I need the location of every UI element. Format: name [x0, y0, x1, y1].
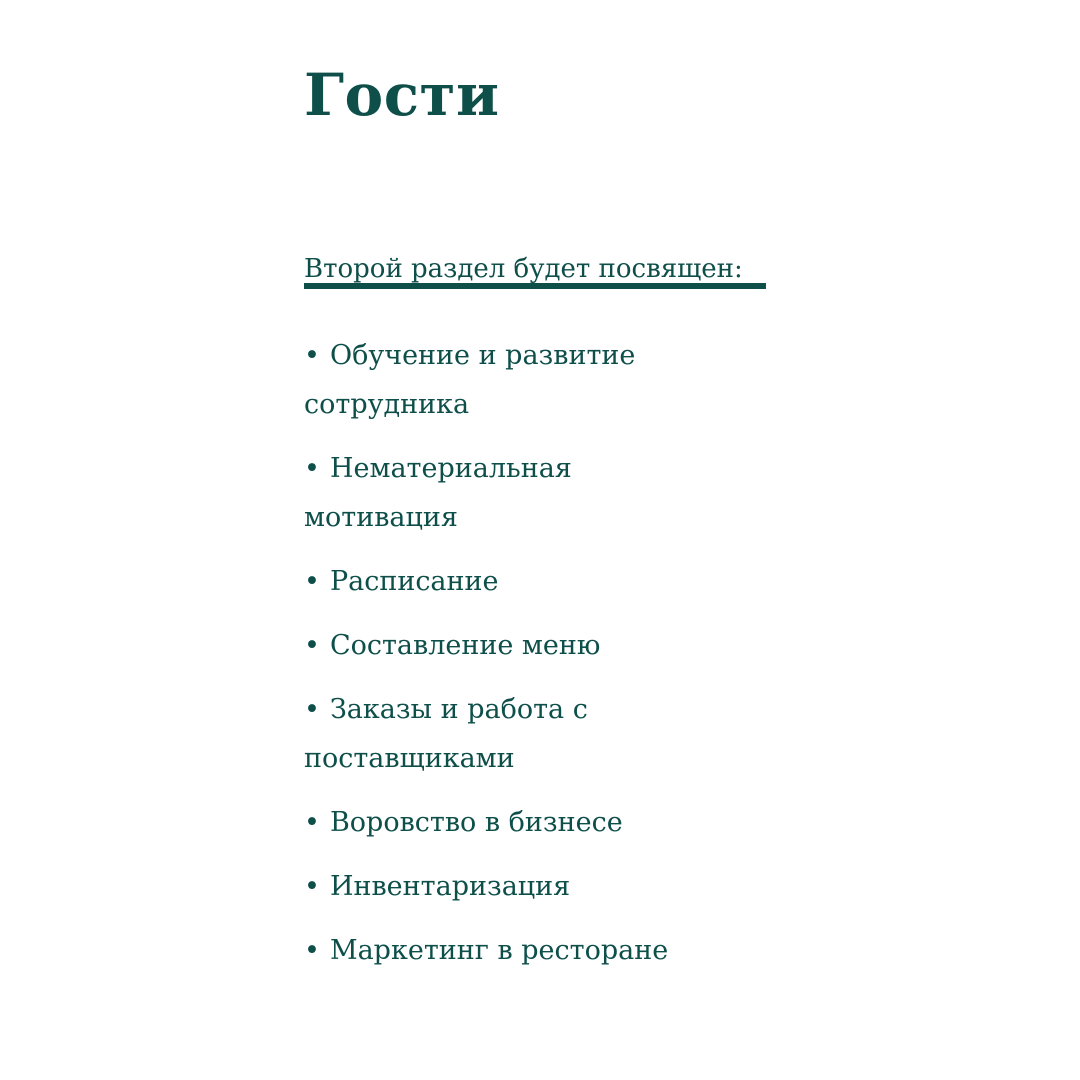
list-item: [304, 557, 724, 606]
bullet-icon: •: [304, 694, 320, 725]
list-item-label: Маркетинг в ресторане: [329, 935, 669, 966]
list-item: [304, 685, 724, 783]
list-item-label: Расписание: [329, 566, 499, 597]
topic-list: [304, 331, 724, 975]
bullet-icon: •: [304, 935, 320, 966]
bullet-icon: •: [304, 807, 320, 838]
list-item: [304, 862, 724, 911]
bullet-icon: •: [304, 453, 320, 484]
bullet-icon: •: [304, 340, 320, 371]
list-item: [304, 621, 724, 670]
list-item: [304, 444, 724, 542]
list-item: [304, 798, 724, 847]
list-item-label: Нематериальная мотивация: [304, 453, 572, 533]
bullet-icon: •: [304, 871, 320, 902]
section-intro: Второй раздел будет посвящен:: [304, 254, 743, 284]
list-item: [304, 926, 724, 975]
list-item-label: Составление меню: [329, 630, 601, 661]
bullet-icon: •: [304, 630, 320, 661]
content: [304, 60, 824, 990]
list-item-label: Инвентаризация: [329, 871, 571, 902]
bullet-icon: •: [304, 566, 320, 597]
list-item-label: Обучение и развитие сотрудника: [304, 340, 636, 420]
list-item: [304, 331, 724, 429]
page-title: Гости: [304, 61, 500, 129]
list-item-label: Воровство в бизнесе: [329, 807, 623, 838]
list-item-label: Заказы и работа с поставщиками: [304, 694, 588, 774]
